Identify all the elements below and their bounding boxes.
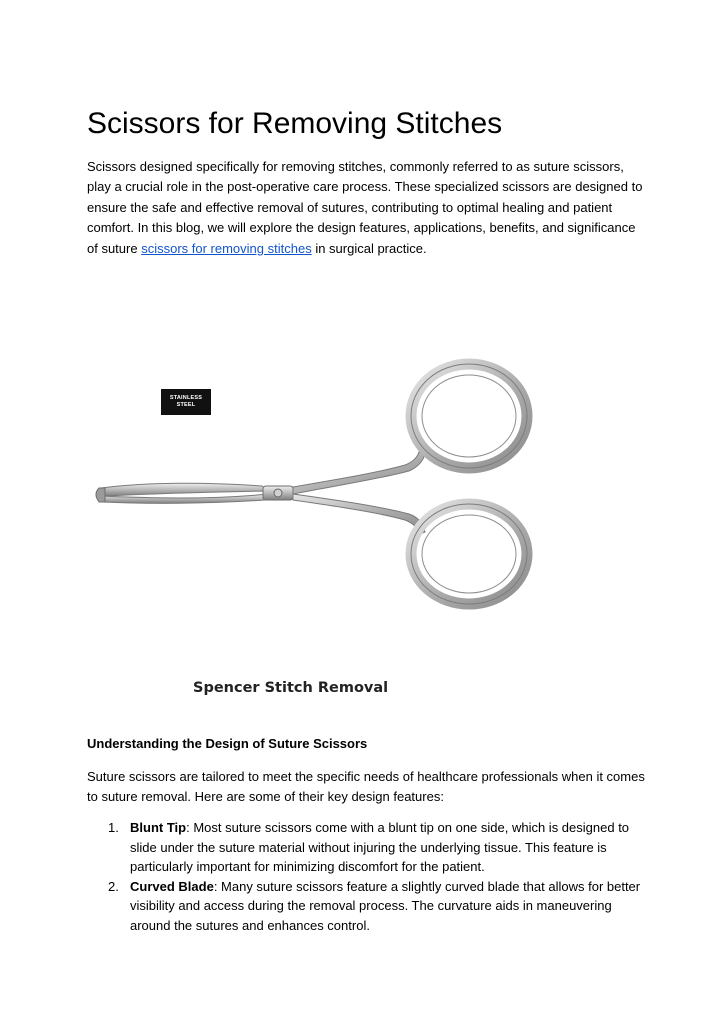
pivot-screw — [274, 489, 282, 497]
feature-list — [87, 818, 647, 935]
page-title: Scissors for Removing Stitches — [87, 107, 503, 140]
badge-line-1: STAINLESS — [169, 395, 203, 401]
blunt-tip — [96, 488, 105, 502]
upper-blade — [101, 483, 269, 496]
list-number: 1. — [108, 820, 119, 835]
lower-shank — [293, 494, 425, 534]
stainless-steel-badge — [161, 389, 211, 415]
intro-text: Scissors designed specifically for removing stitches, commonly referred to as suture scissors, play a crucial role in the post-operative care process. These specialized scissors are designed to ensure the safe and effective removal of sutures, contributing to optimal healing and patient comfort. In this blog, we will explore the design features, applications, benefits, and significance of suture — [87, 159, 643, 256]
list-item — [87, 877, 647, 936]
intro-paragraph — [87, 157, 647, 259]
list-item — [87, 818, 647, 877]
scissors-link[interactable]: scissors for removing stitches — [141, 240, 312, 256]
scissors-illustration — [87, 268, 617, 668]
intro-text-end: in surgical practice. — [311, 240, 427, 256]
list-term: Curved Blade — [130, 878, 214, 894]
product-figure — [87, 268, 617, 708]
section-heading: Understanding the Design of Suture Scissors — [87, 736, 368, 751]
badge-line-2: STEEL — [176, 402, 196, 408]
list-text: : Many suture scissors feature a slightly curved blade that allows for better visibility and access during the removal process. The curvature aids in maneuvering around the sutures and enhances control. — [130, 878, 641, 933]
upper-ring-handle — [411, 364, 527, 468]
list-text: : Most suture scissors come with a blunt tip on one side, which is designed to slide under the suture material without injuring the underlying tissue. This feature is particularly important for minimizing discomfort for the patient. — [130, 820, 630, 874]
upper-shank — [293, 452, 425, 494]
section-paragraph: Suture scissors are tailored to meet the specific needs of healthcare professionals when it comes to suture removal. Here are some of their key design features: — [87, 769, 645, 805]
list-term: Blunt Tip — [130, 820, 187, 835]
list-number: 2. — [108, 878, 119, 894]
figure-caption: Spencer Stitch Removal — [193, 680, 389, 696]
lower-ring-handle — [411, 504, 527, 604]
